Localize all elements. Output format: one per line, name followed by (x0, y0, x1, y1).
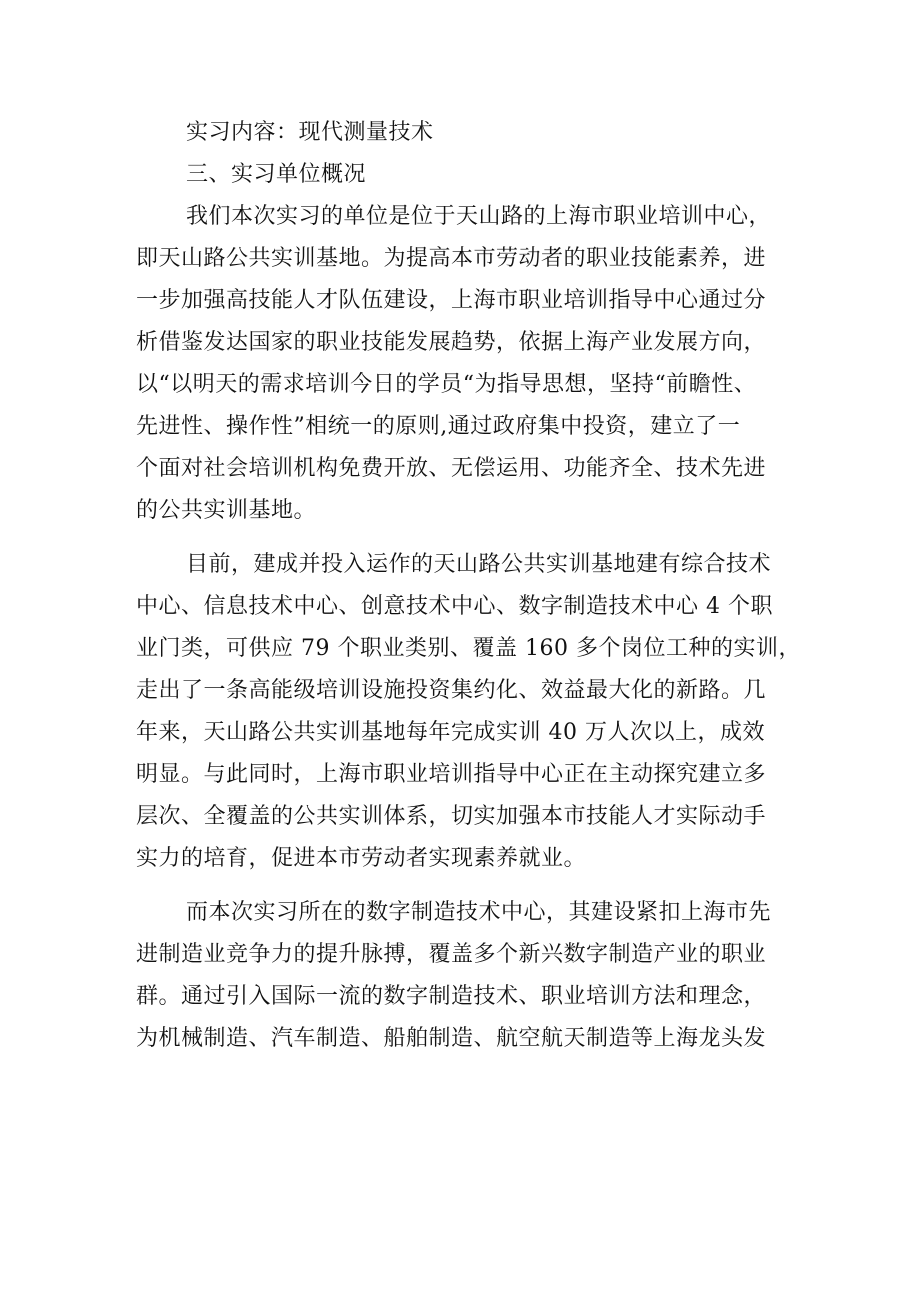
paragraph-line: 进制造业竞争力的提升脉搏，覆盖多个新兴数字制造产业的职业 (136, 942, 767, 967)
paragraph-line: 一步加强高技能人才队伍建设，上海市职业培训指导中心通过分 (136, 288, 767, 313)
paragraph-line: 为机械制造、汽车制造、船舶制造、航空航天制造等上海龙头发 (136, 1026, 767, 1051)
paragraph-line: 而本次实习所在的数字制造技术中心，其建设紧扣上海市先 (186, 900, 772, 925)
paragraph-line: 年来，天山路公共实训基地每年完成实训 40 万人次以上，成效 (136, 720, 765, 745)
paragraph-1 (136, 196, 796, 532)
paragraph-line: 中心、信息技术中心、创意技术中心、数字制造技术中心 4 个职 (136, 594, 773, 619)
paragraph-3 (136, 892, 796, 1060)
paragraph-line: 的公共实训基地。 (136, 498, 317, 523)
paragraph-line: 群。通过引入国际一流的数字制造技术、职业培训方法和理念， (136, 984, 767, 1009)
content-line: 实习内容：现代测量技术 (186, 120, 434, 145)
section-heading: 三、实习单位概况 (186, 162, 367, 187)
paragraph-line: 明显。与此同时，上海市职业培训指导中心正在主动探究建立多 (136, 762, 767, 787)
paragraph-line: 实力的培育，促进本市劳动者实现素养就业。 (136, 846, 587, 871)
paragraph-line: 以“以明天的需求培训今日的学员“为指导思想，坚持“前瞻性、 (136, 372, 757, 397)
paragraph-line: 即天山路公共实训基地。为提高本市劳动者的职业技能素养，进 (136, 246, 767, 271)
paragraph-line: 我们本次实习的单位是位于天山路的上海市职业培训中心， (186, 204, 772, 229)
document-body (136, 112, 801, 1060)
paragraph-line: 析借鉴发达国家的职业技能发展趋势，依据上海产业发展方向， (136, 330, 767, 355)
paragraph-line: 个面对社会培训机构免费开放、无偿运用、功能齐全、技术先进 (136, 456, 767, 481)
paragraph-line: 先进性、操作性”相统一的原则,通过政府集中投资，建立了一 (136, 414, 741, 439)
paragraph-line: 目前，建成并投入运作的天山路公共实训基地建有综合技术 (186, 552, 772, 577)
paragraph-line: 层次、全覆盖的公共实训体系，切实加强本市技能人才实际动手 (136, 804, 767, 829)
paragraph-line: 走出了一条高能级培训设施投资集约化、效益最大化的新路。几 (136, 678, 767, 703)
paragraph-2 (136, 544, 801, 880)
paragraph-line: 业门类，可供应 79 个职业类别、覆盖 160 多个岗位工种的实训， (136, 636, 801, 661)
